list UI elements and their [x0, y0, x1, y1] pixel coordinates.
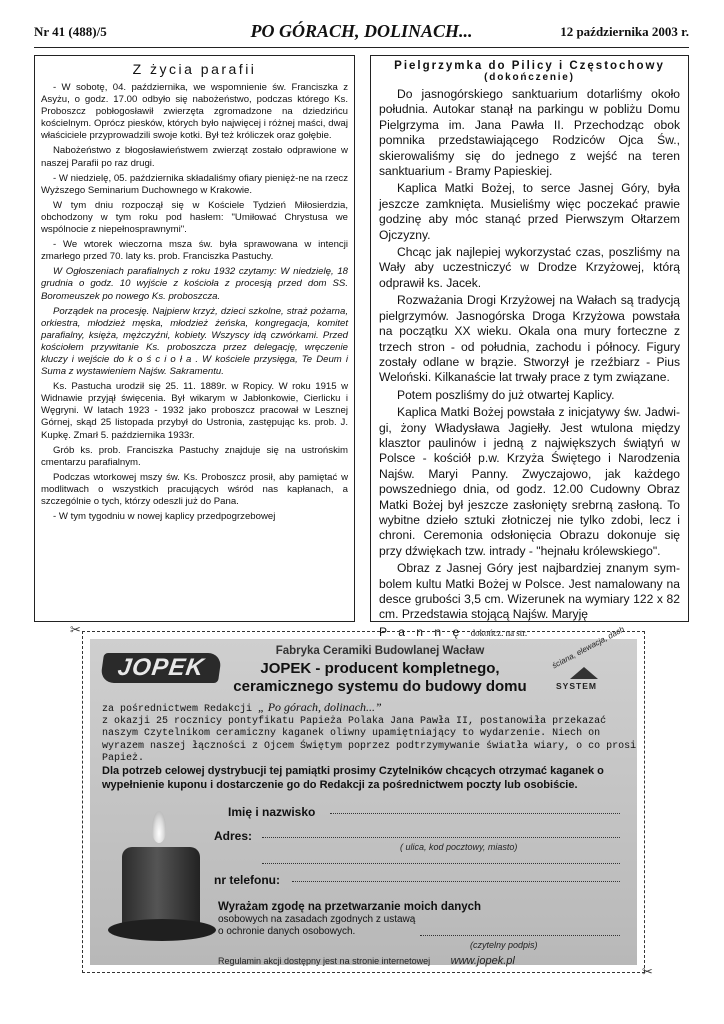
parish-news-column — [34, 55, 355, 622]
article-paragraph: Ks. Pastucha urodził się 25. 11. 1889r. w Ropicy. W roku 1915 w Widnawie przyjął święcenia. Był wikarym w Jabłonkowie, Cierlicku i Węgryni. W latach 1923 - 1932 jako proboszcz pracował w Lesznej Górnej, skąd 25 listopada przybył do Ustronia, zastępując ks. prob. J. Kupkę. Zmarł 5. października 1933r. — [41, 381, 348, 441]
article-paragraph: W tym dniu rozpoczął się w Kościele Tydzień Miłosierdzia, obchodzony w tym roku pod hasłem: "Umiłować Chrystusa we wspólnocie z niepełnosprawnymi". — [41, 199, 348, 236]
issue-number: Nr 41 (488)/5 — [34, 24, 107, 39]
article-paragraph: Kaplica Matki Bożej powstała z inicjatywy św. Jadwi-gi, żony Władysława Jagiełły. Jest wtulona między klasztor paulinów i jedną z największych świątyń w Polsce - kościół p.w. Krzyża Świętego i Narodzenia Najśw. Maryi Panny. Zwyczajowo, jak każdego powszedniego dnia, od godz. 12.00 Cudowny Obraz Matki Bożej był jeszcze zasłonięty srebrną zasłoną. To wybitne dzieło sztuki złotniczej nie tylko zdobi, lecz i chroni. Ceremonia odsłonięcia Obrazu dokonuje się przy dźwiękach tzw. intrady - "hejnału królewskiego". — [379, 405, 680, 558]
address-field-line[interactable] — [262, 837, 620, 838]
consent-line-1: Wyrażam zgodę na przetwarzanie moich danych — [218, 901, 482, 913]
phone-field-label: nr telefonu: — [214, 873, 280, 887]
signature-line[interactable] — [420, 935, 620, 936]
article-paragraph: - We wtorek wieczorna msza św. była sprawowana w intencji zmarłego przed 70. laty ks. prob. Franciszka Pastuchy. — [41, 239, 348, 263]
candle-icon — [122, 847, 200, 927]
coupon-body — [102, 701, 638, 793]
article-paragraph: - W tym tygodniu w nowej kaplicy przedpogrzebowej — [53, 511, 276, 523]
newspaper-name: „ Po górach, dolinach...” — [258, 700, 382, 714]
coupon-appeal: Dla potrzeb celowej dystrybucji tej pamiątki prosimy Czytelników chcących otrzymać kaganek o wypełnienie kuponu i dostarczenie go do Redakcji za pośrednictwem poczty lub osobiście. — [102, 765, 604, 792]
flame-icon — [152, 811, 166, 843]
article-paragraph: Potem poszliśmy do już otwartej Kaplicy. — [397, 387, 615, 402]
jopek-logo: JOPEK — [100, 653, 222, 683]
scissors-icon: ✂ — [642, 964, 653, 979]
website-link[interactable]: www.jopek.pl — [450, 955, 515, 967]
newspaper-title: PO GÓRACH, DOLINACH... — [250, 21, 473, 41]
column-subtitle: (dokończenie) — [484, 72, 575, 83]
article-paragraph: Nabożeństwo z błogosławieństwem zwierząt zostało odprawione w naszej Parafii po raz drugi. — [41, 145, 348, 169]
last-line-text: P a n n ę — [379, 624, 464, 639]
article-paragraph: Do jasnogórskiego sanktuarium dotarliśmy około południa. Autokar stanął na parkingu w pobliżu Domu Pielgrzyma im. Jana Pawła II. Przechodząc obok pomnika przedstawiającego Rodziców Ojca Św., skierowaliśmy się do jednego z wejść na teren sanktuarium - Bramy Papieskiej. — [379, 87, 680, 179]
candle-base — [108, 919, 216, 941]
oil-lamp-image — [100, 807, 220, 957]
name-field-line[interactable] — [330, 813, 620, 814]
jopek-coupon[interactable] — [82, 624, 645, 973]
column-title: Pielgrzymka do Pilicy i Częstochowy — [394, 60, 665, 72]
article-paragraph: Grób ks. prob. Franciszka Pastuchy znajduje się na ustrońskim cmentarzu parafialnym. — [41, 444, 348, 468]
continued-note: dokończ. na str. — [470, 627, 528, 638]
article-paragraph: Podczas wtorkowej mszy św. Ks. Proboszcz prosił, aby pamiętać w modlitwach o wszystkich pracujących wśród nas kapłanach, a szczególnie o tych, którzy odeszli już do Pana. — [41, 471, 348, 507]
phone-field-line[interactable] — [292, 881, 620, 882]
scissors-icon: ✂ — [70, 622, 81, 637]
article-paragraph: Chcąc jak najlepiej wykorzystać czas, poszliśmy na Wały aby uczestniczyć w Drodze Krzyżowej, którą odprawił ks. Jacek. — [379, 245, 680, 290]
coupon-intro: za pośrednictwem Redakcji — [102, 704, 253, 715]
address-field-line-2[interactable] — [262, 863, 620, 864]
article-paragraph: Kaplica Matki Bożej, to serce Jasnej Góry, była jeszcze zamknięta. Musieliśmy więc poczekać prawie godzinę aby móc stanąć przed Pierwszym Ołtarzem Ojczyzny. — [379, 181, 680, 242]
header-divider — [34, 47, 689, 48]
consent-line-3: o ochronie danych osobowych. — [218, 926, 356, 937]
rules-text: Regulamin akcji dostępny jest na stronie internetowej — [218, 956, 431, 966]
name-field-label: Imię i nazwisko — [228, 805, 316, 819]
article-paragraph: - W niedzielę, 05. października składaliśmy ofiary pienięż-ne na rzecz Wyższego Seminarium Duchownego w Krakowie. — [41, 172, 348, 196]
article-paragraph: Rozważania Drogi Krzyżowej na Wałach są tradycją pielgrzymów. Jasnogórska Droga Krzyżowa powstała na początku XX wieku. Okala ona mury forteczne z trzech stron - od południa, zachodu i północy. Figury zostały odlane w brązie. Stworzył je rzeźbiarz - Pius Weloński. Kilkanaście lat trwały prace z tym związane. — [379, 293, 680, 385]
ad-system-line: ceramicznego systemu do budowy domu — [233, 678, 527, 695]
ad-company-line: Fabryka Ceramiki Budowlanej Wacław — [275, 645, 485, 657]
issue-date: 12 października 2003 r. — [560, 24, 689, 39]
system-badge — [530, 624, 630, 705]
house-icon — [570, 667, 598, 679]
pilgrimage-column — [370, 55, 689, 639]
badge-arc-text: ściana, elewacja, dach — [550, 624, 626, 671]
article-paragraph: Obraz z Jasnej Góry jest najbardziej znanym sym-bolem kultu Matki Bożej w Polsce. Jest namalowany na desce grubości 3,5 cm. Wizerunek na wymiary 122 x 82 cm. Przedstawia stojącą Najśw. Maryję — [379, 561, 680, 622]
page-header — [34, 20, 689, 46]
address-field-label: Adres: — [214, 829, 253, 843]
ad-producer-line: JOPEK - producent kompletnego, — [260, 660, 500, 677]
article-paragraph: W Ogłoszeniach parafialnych z roku 1932 czytamy: W niedzielę, 18 grudnia o godz. 10 wyjście z kościoła z procesją przed dom SS. Boromeuszek po nowego Ks. proboszcza. — [41, 266, 348, 302]
coupon-footer — [218, 955, 515, 967]
consent-line-2: osobowych na zasadach zgodnych z ustawą — [218, 913, 416, 925]
data-consent — [218, 901, 481, 939]
badge-system-text: SYSTEM — [556, 681, 597, 691]
address-hint: ( ulica, kod pocztowy, miasto) — [400, 842, 518, 852]
column-title: Z życia parafii — [132, 61, 257, 77]
signature-hint: (czytelny podpis) — [470, 940, 538, 950]
article-paragraph: - W sobotę, 04. października, we wspomnienie św. Franciszka z Asyżu, o godz. 17.00 odbyło się nabożeństwo, podczas którego Ks. Proboszcz pobłogosławił zwierzęta zgromadzone na dziedzińcu kościelnym. Oprócz piesków, których było najwięcej i różnej maści, dwaj właściciele przyprowadzili swoje kotki. Był też króliczek oraz gołębie. — [41, 82, 348, 142]
coupon-body-text: z okazji 25 rocznicy pontyfikatu Papieża Polaka Jana Pawła II, postanowiła przekazać naszym Czytelnikom ceramiczny kaganek oliwny upamiętniający to wydarzenie. Niech on wyrazem naszej łączności z Ojcem Świętym poprzez podtrzymywanie światła wiary, o co prosi Papież. — [102, 716, 637, 764]
article-paragraph: Porządek na procesję. Najpierw krzyż, dzieci szkolne, straż pożarna, orkiestra, młodzież męska, młodzież żeńska, kongregacja, komitet parafialny, księża, mężczyźni, kobiety. Wszyscy idą czwórkami. Przed kościołem przywitanie Ks. proboszcza przez delegację, wręczenie kluczy i wejście do k o ś c i o ł a . W kościele przysięga, Te Deum i Suma z wystawieniem Najśw. Sakramentu. — [41, 305, 348, 378]
